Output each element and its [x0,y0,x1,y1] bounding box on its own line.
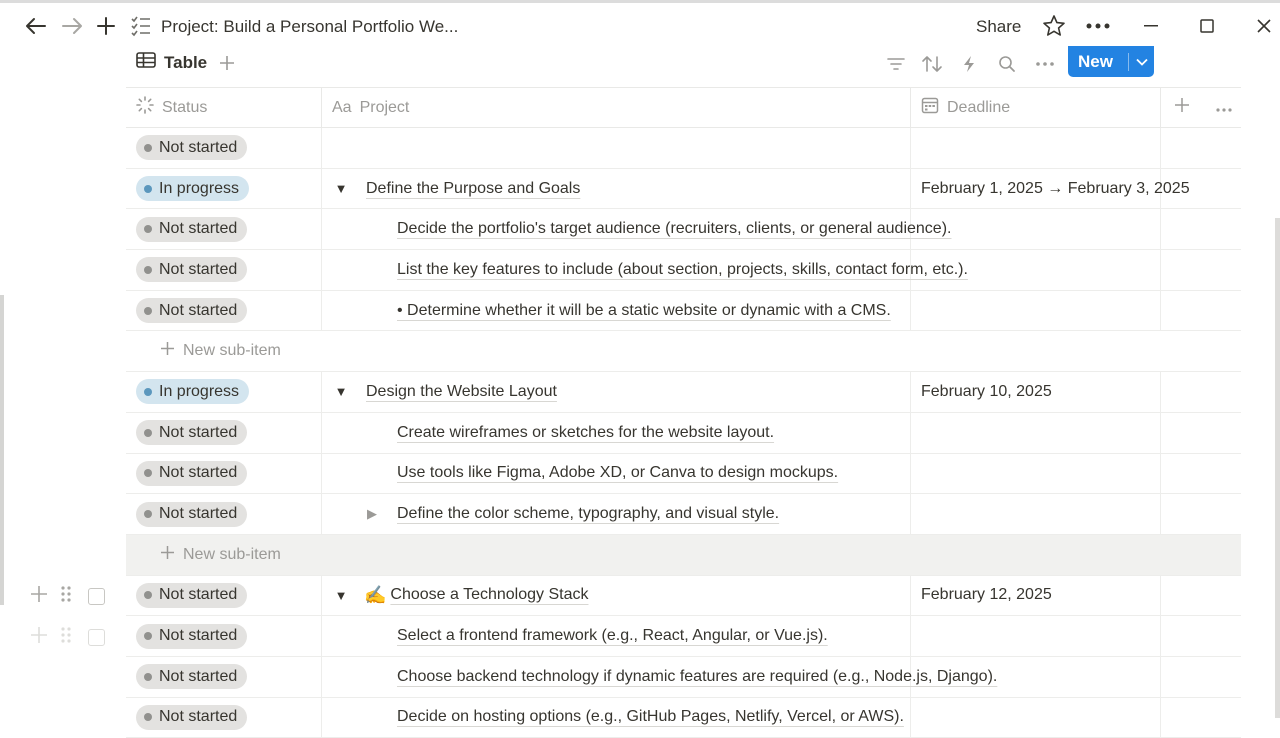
new-page-plus-icon[interactable] [94,9,118,43]
add-row-plus-icon[interactable] [30,626,48,649]
status-badge[interactable] [136,624,247,649]
table-row[interactable] [126,657,1241,698]
plus-icon [160,341,175,361]
writing-hand-icon: ✍️ [364,584,387,605]
empty-cell [1161,698,1241,738]
filter-icon[interactable] [887,52,905,76]
empty-cell [1161,128,1241,168]
project-cell[interactable] [322,169,911,209]
calendar-icon [921,96,939,119]
status-label: Not started [159,220,238,238]
table-row[interactable] [126,291,1241,332]
toggle-collapsed-icon[interactable]: ▶ [367,506,377,522]
status-label: Not started [159,423,238,441]
row-hover-controls [30,626,105,649]
forward-arrow-icon[interactable] [58,9,86,43]
table-row[interactable] [126,128,1241,169]
status-badge[interactable] [136,664,247,689]
project-cell[interactable] [322,576,911,616]
maximize-icon[interactable] [1196,9,1218,43]
status-label: Not started [159,138,238,156]
status-loading-icon [136,96,154,119]
status-dot [144,225,152,233]
project-cell[interactable] [322,698,911,738]
new-button[interactable] [1068,46,1154,77]
project-cell[interactable] [322,657,998,697]
empty-cell [1161,576,1241,616]
empty-cell [1161,413,1241,453]
share-button[interactable]: Share [976,17,1022,36]
table-row[interactable] [126,372,1241,413]
status-label: Not started [159,260,238,278]
table-row[interactable] [126,209,1241,250]
favorite-star-icon[interactable] [1041,9,1067,43]
column-header-status-label: Status [162,98,208,116]
search-icon[interactable] [998,52,1016,76]
page-title[interactable]: Project: Build a Personal Portfolio We... [161,17,459,36]
deadline-cell[interactable] [911,372,1161,412]
deadline-cell[interactable] [911,128,1161,168]
deadline-value: February 10, 2025 [921,382,1052,400]
deadline-value: February 12, 2025 [921,586,1052,604]
column-header-actions [1161,88,1241,127]
new-sub-item-label: New sub-item [183,342,281,360]
project-cell[interactable] [322,372,911,412]
deadline-cell[interactable] [911,576,1161,616]
add-row-plus-icon[interactable] [30,585,48,608]
left-edge-scroll-indicator [0,295,4,605]
deadline-cell[interactable] [911,616,1161,656]
checklist-page-icon [129,9,153,43]
status-dot [144,429,152,437]
database-table [126,87,1241,738]
add-view-plus-icon[interactable] [219,50,235,77]
project-cell[interactable] [322,250,968,290]
project-title[interactable]: Create wireframes or sketches for the website layout. [397,423,775,441]
status-label: Not started [159,586,238,604]
status-dot [144,510,152,518]
project-title[interactable]: Decide the portfolio's target audience (recruiters, clients, or general audience). [397,220,952,238]
row-hover-controls [30,585,105,608]
sort-icon[interactable] [922,52,942,76]
project-title[interactable]: Select a frontend framework (e.g., React, Angular, or Vue.js). [397,627,828,645]
column-header-deadline-label: Deadline [947,98,1011,116]
project-cell[interactable] [322,454,911,494]
status-badge[interactable] [136,583,247,608]
add-property-plus-icon[interactable] [1174,97,1190,118]
toggle-expanded-icon[interactable]: ▼ [334,587,348,603]
close-icon[interactable] [1253,9,1275,43]
empty-cell [1161,169,1241,209]
project-cell[interactable] [322,209,952,249]
deadline-value: February 1, 2025 → February 3, 2025 [921,179,1190,197]
project-title[interactable]: Choose backend technology if dynamic features are required (e.g., Node.js, Django). [397,667,998,685]
column-header-status[interactable] [126,88,322,127]
project-title[interactable]: Use tools like Figma, Adobe XD, or Canva to design mockups. [397,464,839,482]
table-row[interactable] [126,454,1241,495]
column-header-project-label: Project [359,98,410,116]
status-label: Not started [159,505,238,523]
empty-cell [1161,657,1241,697]
view-more-options-icon[interactable] [1036,52,1054,76]
status-dot [144,673,152,681]
column-more-options-icon[interactable] [1216,99,1232,117]
empty-cell [1161,209,1241,249]
empty-cell [1161,494,1241,534]
status-dot [144,713,152,721]
status-dot [144,185,152,193]
plus-icon [160,545,175,565]
more-options-icon[interactable] [1085,9,1111,43]
new-sub-item-button[interactable] [126,535,281,575]
project-cell[interactable] [322,616,911,656]
status-badge[interactable] [136,379,249,404]
project-title[interactable]: Decide on hosting options (e.g., GitHub Pages, Netlify, Vercel, or AWS). [397,708,904,726]
deadline-cell[interactable] [911,291,1161,331]
deadline-cell[interactable] [911,494,1161,534]
table-icon [136,52,156,73]
table-row[interactable] [126,616,1241,657]
status-badge[interactable] [136,298,247,323]
title-bar [0,3,1280,49]
new-sub-item-button[interactable] [126,331,281,371]
project-title[interactable]: Choose a Technology Stack [390,586,589,604]
table-row[interactable] [126,413,1241,454]
project-title[interactable]: Define the color scheme, typography, and visual style. [397,505,780,523]
toggle-expanded-icon[interactable]: ▼ [334,181,348,197]
project-title[interactable]: List the key features to include (about section, projects, skills, contact form, etc.). [397,260,968,278]
column-header-project[interactable] [322,88,911,127]
table-row[interactable] [126,169,1241,210]
empty-cell [1161,616,1241,656]
row-select-checkbox[interactable] [88,588,105,605]
status-label: Not started [159,667,238,685]
project-cell[interactable] [322,291,911,331]
status-badge[interactable] [136,135,247,160]
status-dot [144,144,152,152]
deadline-cell[interactable] [911,169,1190,209]
status-label: Not started [159,464,238,482]
status-label: In progress [159,382,240,400]
deadline-cell[interactable] [911,454,1161,494]
tab-table[interactable] [136,52,207,73]
empty-cell [1161,250,1241,290]
table-row[interactable] [126,576,1241,617]
chevron-down-icon[interactable] [1129,58,1154,66]
drag-handle-icon[interactable] [60,585,72,608]
minimize-icon[interactable] [1140,9,1162,43]
project-cell[interactable] [322,494,911,534]
vertical-scrollbar[interactable] [1275,218,1280,718]
column-header-deadline[interactable] [911,88,1161,127]
drag-handle-icon[interactable] [60,626,72,649]
status-label: Not started [159,708,238,726]
status-badge[interactable] [136,176,249,201]
automation-lightning-icon[interactable] [962,52,976,76]
table-row[interactable] [126,494,1241,535]
deadline-cell[interactable] [911,657,1161,697]
project-cell[interactable] [322,128,911,168]
new-sub-item-row[interactable] [126,535,1241,576]
deadline-cell[interactable] [911,250,1161,290]
status-badge[interactable] [136,705,247,730]
toggle-expanded-icon[interactable]: ▼ [334,384,348,400]
status-dot [144,469,152,477]
status-dot [144,388,152,396]
status-badge[interactable] [136,461,247,486]
deadline-cell[interactable] [911,413,1161,453]
empty-cell [1161,372,1241,412]
status-dot [144,266,152,274]
new-button-label: New [1078,51,1113,71]
status-dot [144,307,152,315]
table-row[interactable] [126,250,1241,291]
status-dot [144,591,152,599]
back-arrow-icon[interactable] [22,9,50,43]
row-select-checkbox[interactable] [88,629,105,646]
empty-cell [1161,454,1241,494]
table-row[interactable] [126,698,1241,738]
status-badge[interactable] [136,502,247,527]
project-cell[interactable] [322,413,911,453]
project-title[interactable]: Design the Website Layout [366,382,557,400]
status-badge[interactable] [136,420,247,445]
status-badge[interactable] [136,257,247,282]
table-header [126,87,1241,128]
new-sub-item-label: New sub-item [183,545,281,563]
project-title[interactable]: • Determine whether it will be a static website or dynamic with a CMS. [397,301,891,319]
empty-cell [1161,291,1241,331]
status-badge[interactable] [136,217,247,242]
status-label: In progress [159,179,240,197]
status-dot [144,632,152,640]
deadline-cell[interactable] [911,698,1161,738]
deadline-cell[interactable] [911,209,1161,249]
new-sub-item-row[interactable] [126,331,1241,372]
project-title[interactable]: Define the Purpose and Goals [366,179,581,197]
text-type-icon: Aa [332,98,352,116]
tab-table-label: Table [164,52,208,72]
status-label: Not started [159,301,238,319]
status-label: Not started [159,627,238,645]
